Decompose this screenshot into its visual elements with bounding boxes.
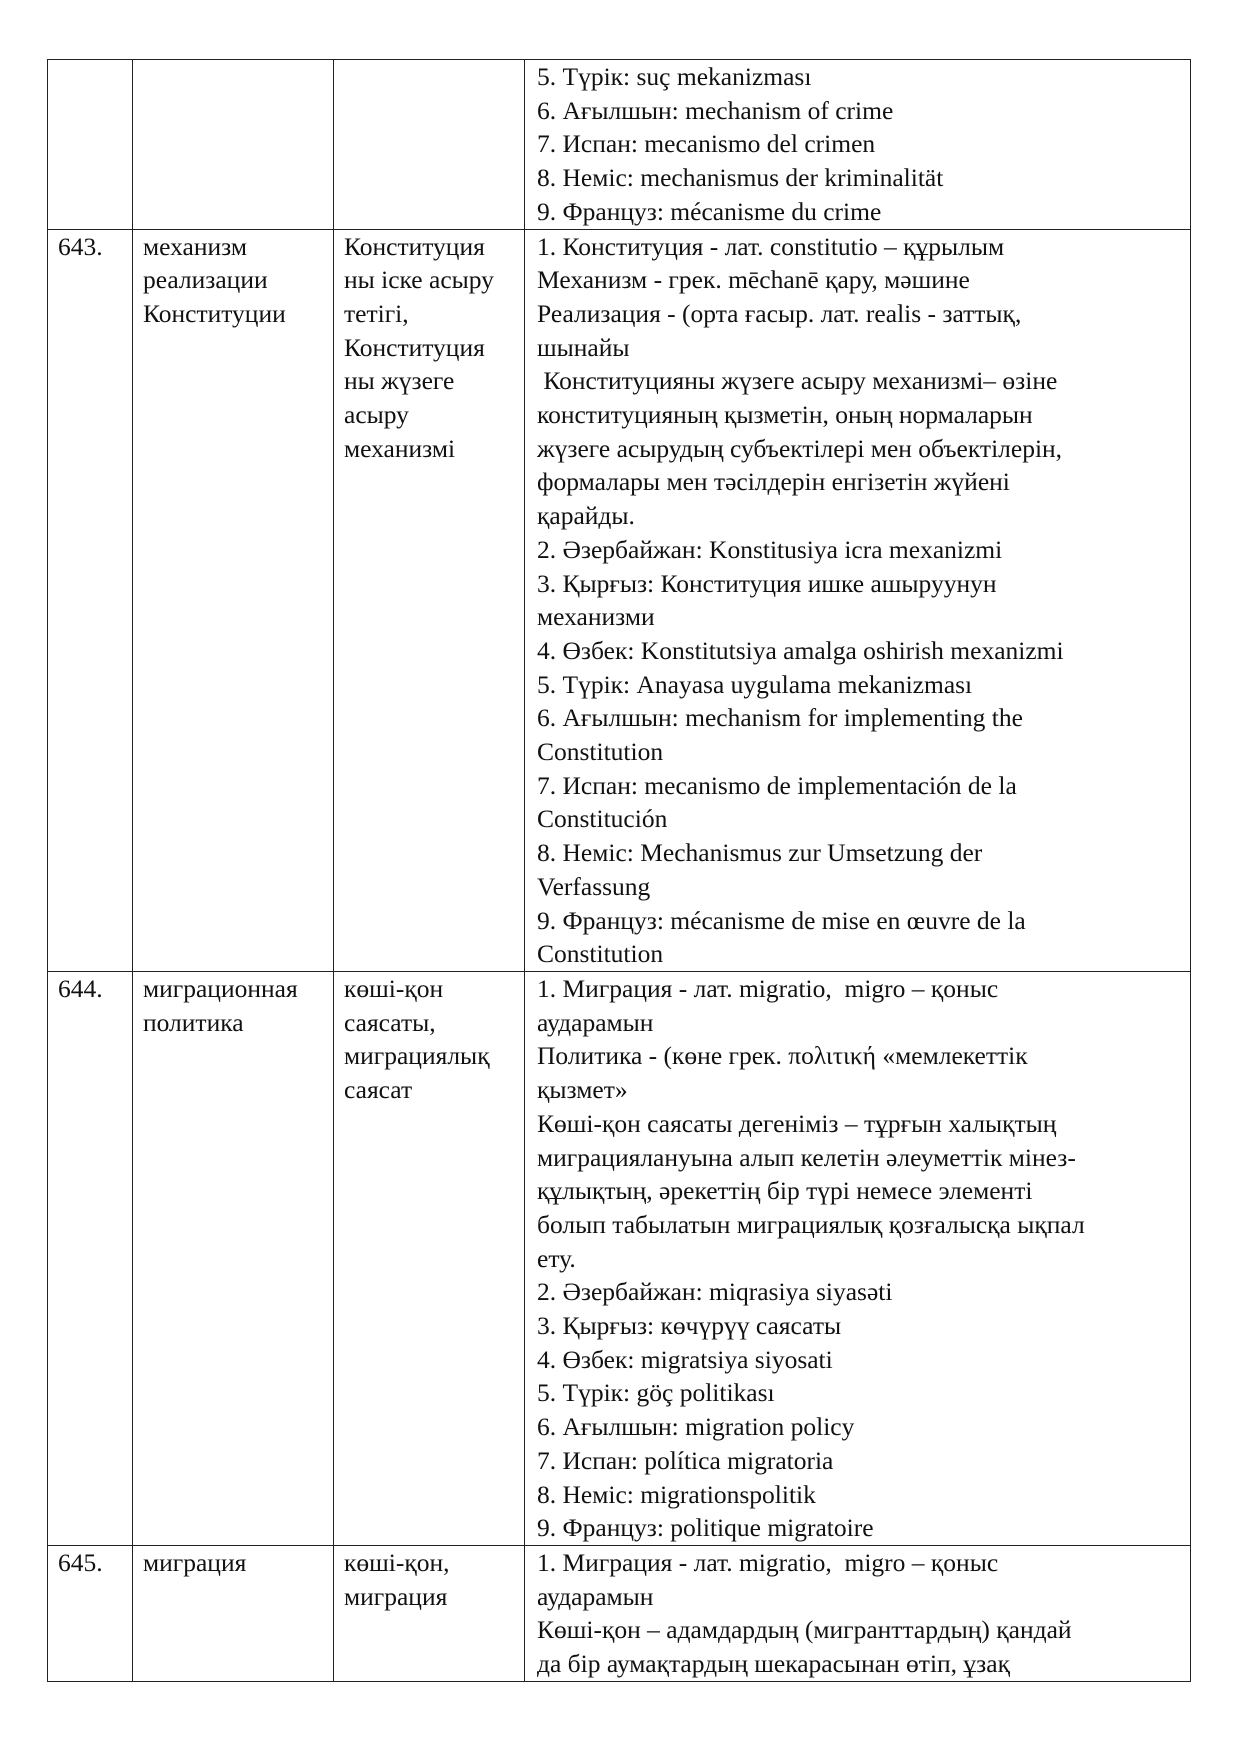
table-row [48,971,1191,1545]
definition-line: Реализация - (орта ғасыр. лат. realis - заттық, [537,298,1022,328]
kazakh-term-cell [334,60,525,230]
russian-term-cell [133,971,334,1545]
entry-number-cell [48,60,133,230]
kazakh-term-cell [334,971,525,1545]
definition-line: да бір аумақтардың шекарасынан өтіп, ұзақ [537,1649,1010,1679]
definition-cell [525,1545,1191,1681]
definition-line: Constitution [537,737,664,767]
table-row [48,1545,1191,1681]
definition-line: 1. Конституция - лат. constitutio – құрылым [537,231,1005,261]
definition-line: Constitución [537,804,668,834]
russian-term-cell [133,229,334,971]
definition-line: 9. Француз: politique migratoire [537,1513,874,1543]
entry-number-cell [48,1545,133,1681]
table-row [48,60,1191,230]
definition-line: ету. [537,1243,576,1273]
definition-line: Көші-қон саясаты дегеніміз – тұрғын халықтың [537,1108,1057,1138]
definition-line: формалары мен тәсілдерін енгізетін жүйені [537,467,1010,497]
kazakh-term-cell [334,1545,525,1681]
kazakh-term: көші-қон, миграция [344,1547,450,1611]
definition-line: болып табылатын миграциялық қозғалысқа ықпал [537,1209,1085,1239]
definition-line: 7. Испан: política migratoria [537,1445,834,1475]
russian-term: миграция [143,1547,247,1577]
definition-line: 1. Миграция - лат. migratio, migro – қоныс [537,1547,999,1577]
definition-line: Verfassung [537,871,651,901]
russian-term: миграционная политика [143,973,298,1037]
definition-line: 2. Әзербайжан: Konstitusiya icra mexanizmi [537,534,1003,564]
definition-line: Конституцияны жүзеге асыру механизмі– өзіне [537,366,1058,396]
definition-line: 2. Әзербайжан: miqrasiya siyasəti [537,1277,893,1307]
definition-line: Механизм - грек. mēchanē қару, мәшине [537,265,970,295]
definition-line: конституцияның қызметін, оның нормаларын [537,400,1033,430]
definition-line: 5. Түрік: göç politikası [537,1378,775,1408]
kazakh-term-cell [334,229,525,971]
definition-line: 8. Неміс: Mechanismus zur Umsetzung der [537,838,983,868]
definition-line: 7. Испан: mecanismo de implementación de la [537,770,1017,800]
definition-line: 4. Өзбек: migratsiya siyosati [537,1344,833,1374]
entry-number: 643. [58,231,103,261]
definition-cell [525,60,1191,230]
definition-line: қызмет» [537,1075,628,1105]
entry-number: 645. [58,1547,103,1577]
russian-term-cell [133,60,334,230]
definition-line: аударамын [537,1007,654,1037]
definition-line: 1. Миграция - лат. migratio, migro – қоныс [537,973,999,1003]
definition-line: Көші-қон – адамдардың (мигранттардың) қандай [537,1615,1072,1645]
definition-line: Constitution [537,939,664,969]
definition-line: 5. Түрік: Anayasa uygulama mekanizması [537,669,973,699]
definition-line: жүзеге асырудың субъектілері мен объектілерін, [537,433,1063,463]
definition-line: шынайы [537,332,630,362]
definition-line: Политика - (көне грек. πολιτική «мемлекеттік [537,1041,1028,1071]
definition-cell [525,229,1191,971]
definition-line: 9. Француз: mécanisme de mise en œuvre de la [537,905,1026,935]
definition-line: қарайды. [537,501,635,531]
kazakh-term: Конституция ны іске асыру тетігі, Конституция ны жүзеге асыру механизмі [344,231,494,463]
entry-number-cell [48,971,133,1545]
russian-term: механизм реализации Конституции [143,231,286,328]
definition-line: 8. Неміс: mechanismus der kriminalität [537,163,944,193]
entry-number-cell [48,229,133,971]
definition-cell [525,971,1191,1545]
definition-line: аударамын [537,1581,654,1611]
definition-line: механизми [537,602,655,632]
definition-line: 8. Неміс: migrationspolitik [537,1479,816,1509]
definition-line: 6. Ағылшын: mechanism of crime [537,95,894,125]
definition-line: миграциялануына алып келетін әлеуметтік мінез- [537,1142,1076,1172]
table-row [48,229,1191,971]
definition-line: 4. Өзбек: Konstitutsiya amalga oshirish mexanizmi [537,635,1064,665]
kazakh-term: көші-қон саясаты, миграциялық саясат [344,973,490,1105]
definition-line: 3. Қырғыз: Конституция ишке ашыруунун [537,568,997,598]
definition-line: 5. Түрік: suç mekanizması [537,62,812,91]
definition-line: 6. Ағылшын: mechanism for implementing the [537,703,1023,733]
definition-line: 3. Қырғыз: көчүрүү саясаты [537,1311,842,1341]
entry-number: 644. [58,973,103,1003]
definition-line: құлықтың, әрекеттің бір түрі немесе элементі [537,1176,1033,1206]
definition-line: 6. Ағылшын: migration policy [537,1412,855,1442]
russian-term-cell [133,1545,334,1681]
definition-line: 7. Испан: mecanismo del crimen [537,129,876,159]
glossary-table [47,59,1191,1682]
definition-line: 9. Француз: mécanisme du crime [537,196,882,226]
